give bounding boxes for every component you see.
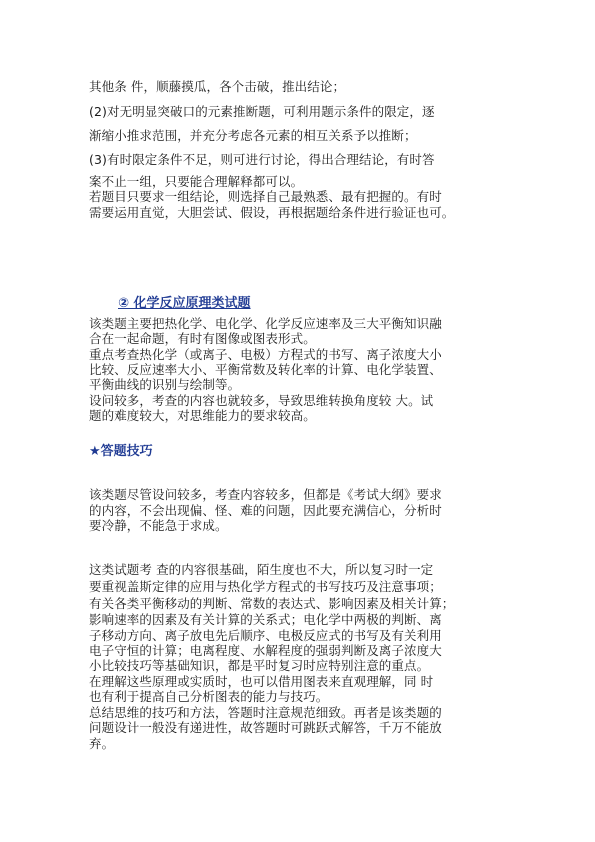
text-line: 设问较多，考查的内容也就较多，导致思维转换角度较 大。试 (89, 393, 434, 408)
text-line: 也有利于提高自己分析图表的能力与技巧。 (89, 689, 329, 704)
text-line: 重点考查热化学（或离子、电极）方程式的书写、离子浓度大小 (89, 347, 442, 362)
text-line: 这类试题考 查的内容很基础，陌生度也不大，所以复习时一定 (89, 562, 434, 577)
text-line: 的内容，不会出现偏、怪、难的问题，因此要充满信心，分析时 (89, 503, 442, 518)
text-line: 有关各类平衡移动的判断、常数的表达式、影响因素及相关计算； (89, 596, 455, 611)
text-line: 弃。 (89, 736, 115, 751)
section-heading: ② 化学反应原理类试题 (118, 296, 251, 311)
text-line: 该类题尽管设问较多，考查内容较多，但都是《考试大纲》要求 (89, 487, 442, 502)
text-line: 总结思维的技巧和方法，答题时注意规范细致。再者是该类题的 (89, 705, 442, 720)
text-line: 其他条 件，顺藤摸瓜，各个击破，推出结论； (89, 79, 346, 94)
text-line: (2)对无明显突破口的元素推断题，可利用题示条件的限定，逐 (89, 104, 435, 119)
text-line: (3)有时限定条件不足，则可进行讨论，得出合理结论，有时答 (89, 152, 435, 167)
text-line: 问题设计一般没有递进性，故答题时可跳跃式解答，千万不能放 (89, 720, 442, 735)
text-line: 渐缩小推求范围，并充分考虑各元素的相互关系予以推断； (89, 128, 417, 143)
text-line: 需要运用直觉，大胆尝试、假设，再根据题给条件进行验证也可。 (89, 205, 455, 220)
text-line: 合在一起命题，有时有图像或图表形式。 (89, 331, 316, 346)
text-line: 若题目只要求一组结论，则选择自己最熟悉、最有把握的。有时 (89, 189, 442, 204)
answer-tips-heading: ★答题技巧 (89, 444, 153, 459)
text-line: 平衡曲线的识别与绘制等。 (89, 377, 241, 392)
text-line: 在理解这些原理或实质时，也可以借用图表来直观理解，同 时 (89, 674, 434, 689)
text-line: 电子守恒的计算；电离程度、水解程度的强弱判断及离子浓度大 (89, 643, 442, 658)
text-line: 案不止一组，只要能合理解释都可以。 (89, 174, 304, 189)
text-line: 要重视盖斯定律的应用与热化学方程式的书写技巧及注意事项； (89, 579, 442, 594)
text-line: 子移动方向、离子放电先后顺序、电极反应式的书写及有关利用 (89, 628, 442, 643)
text-line: 要冷静，不能急于求成。 (89, 518, 228, 533)
text-line: 题的难度较大，对思维能力的要求较高。 (89, 408, 316, 423)
text-line: 比较、反应速率大小、平衡常数及转化率的计算、电化学装置、 (89, 362, 442, 377)
text-line: 该类题主要把热化学、电化学、化学反应速率及三大平衡知识融 (89, 316, 442, 331)
text-line: 影响速率的因素及有关计算的关系式；电化学中两极的判断、离 (89, 612, 442, 627)
text-line: 小比较技巧等基础知识，都是平时复习时应特别注意的重点。 (89, 658, 430, 673)
